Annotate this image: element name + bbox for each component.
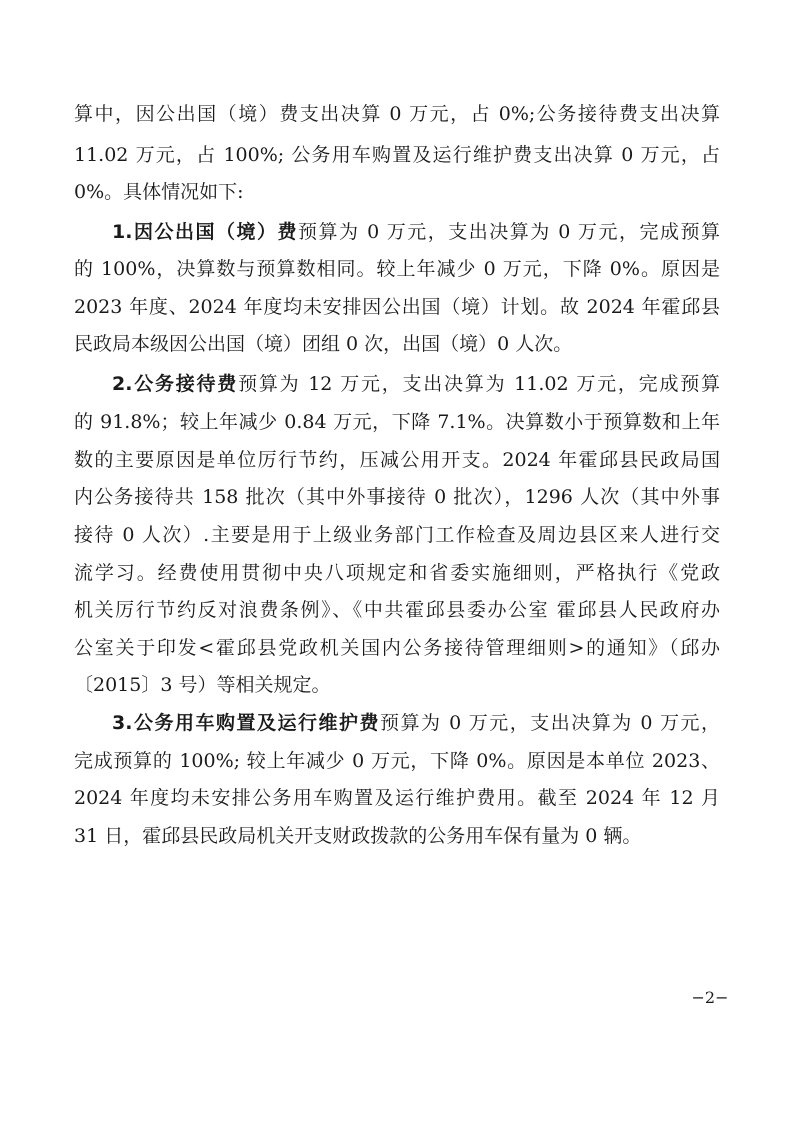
section-2-text: 预算为 12 万元，支出决算为 11.02 万元，完成预算: [238, 373, 720, 395]
text-line: 机关厉行节约反对浪费条例》、《中共霍邱县委办公室 霍邱县人民政府办: [74, 599, 720, 621]
text-line: 11.02 万元，占 100%; 公务用车购置及运行维护费支出决算 0 万元，占: [74, 144, 720, 166]
text-line: [112, 212, 720, 252]
section-3-text: 预算为 0 万元，支出决算为 0 万元，: [380, 712, 720, 734]
text-line: 民政局本级因公出国（境）团组 0 次，出国（境）0 人次。: [74, 333, 573, 355]
text-line: 2024 年度均未安排公务用车购置及运行维护费用。截至 2024 年 12 月: [74, 787, 720, 809]
section-1-heading: 1.因公出国（境）费: [112, 221, 298, 243]
text-line: 接待 0 人次）.主要是用于上级业务部门工作检查及周边县区来人进行交: [74, 524, 720, 546]
text-line: 31 日，霍邱县民政局机关开支财政拨款的公务用车保有量为 0 辆。: [74, 825, 642, 847]
text-line: 公室关于印发<霍邱县党政机关国内公务接待管理细则>的通知》（邱办: [74, 637, 720, 659]
page-number: −2−: [691, 988, 729, 1007]
text-line: 流学习。经费使用贯彻中央八项规定和省委实施细则，严格执行《党政: [74, 562, 720, 584]
text-line: [112, 364, 720, 404]
text-line: [112, 703, 720, 743]
section-2-heading: 2.公务接待费: [112, 373, 239, 395]
text-line: 2023 年度、2024 年度均未安排因公出国（境）计划。故 2024 年霍邱县: [74, 296, 720, 318]
text-line: 算中，因公出国（境）费支出决算 0 万元，占 0%;公务接待费支出决算: [74, 103, 720, 125]
section-1-text: 预算为 0 万元，支出决算为 0 万元，完成预算: [298, 221, 720, 243]
text-line: 完成预算的 100%; 较上年减少 0 万元，下降 0%。原因是本单位 2023、: [74, 750, 720, 772]
text-line: 内公务接待共 158 批次（其中外事接待 0 批次），1296 人次（其中外事: [74, 486, 720, 508]
text-line: 0%。具体情况如下:: [74, 181, 244, 203]
section-3-heading: 3.公务用车购置及运行维护费: [112, 712, 381, 734]
text-line: 〔2015〕3 号）等相关规定。: [74, 674, 331, 696]
text-line: 的 91.8%；较上年减少 0.84 万元，下降 7.1%。决算数小于预算数和上年: [74, 411, 720, 433]
text-line: 的 100%，决算数与预算数相同。较上年减少 0 万元，下降 0%。原因是: [74, 258, 720, 280]
text-line: 数的主要原因是单位厉行节约，压减公用开支。2024 年霍邱县民政局国: [74, 449, 720, 471]
